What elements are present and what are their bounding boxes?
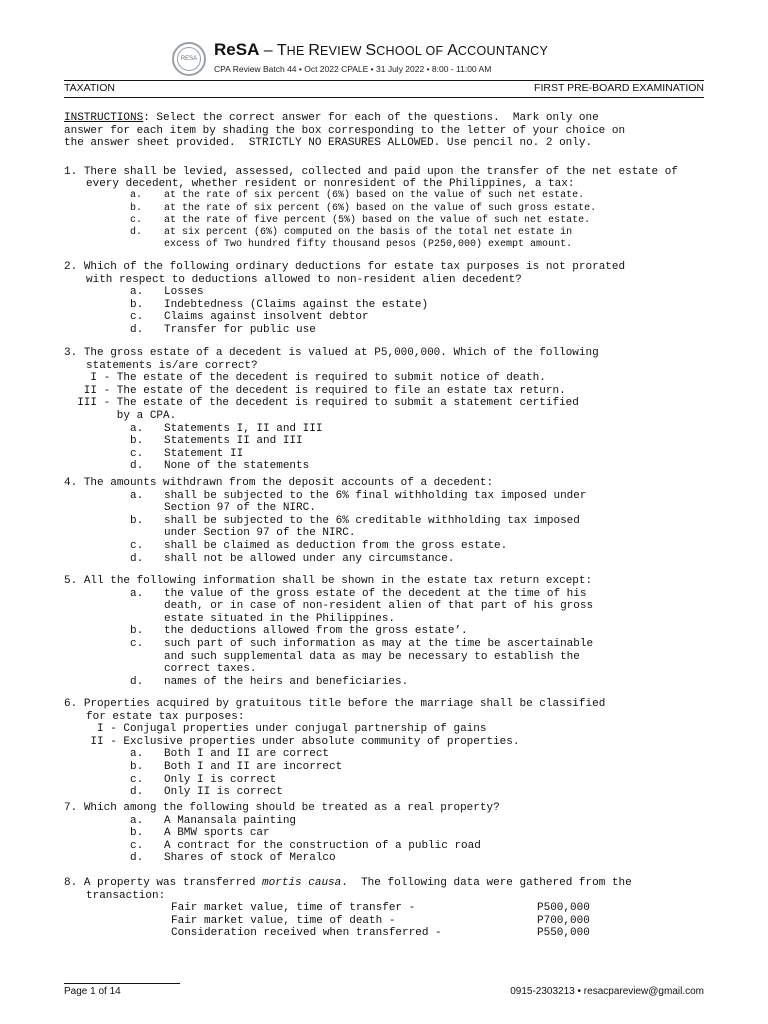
option-text: shall be subjected to the 6% creditable withholding tax imposed	[164, 514, 580, 527]
answer-option-a	[64, 588, 714, 601]
batch-line: CPA Review Batch 44 • Oct 2022 CPALE • 31 July 2022 • 8:00 - 11:00 AM	[214, 64, 492, 74]
school-word-rest: CCOUNTANCY	[457, 44, 549, 58]
data-table-row	[64, 902, 714, 915]
option-text: the deductions allowed from the gross estate’.	[164, 625, 468, 638]
subject-bar	[64, 80, 704, 98]
stem-text: statements is/are correct?	[86, 359, 258, 372]
answer-option-b	[64, 761, 714, 774]
option-text: Transfer for public use	[164, 323, 316, 336]
school-word-initial: A	[447, 42, 458, 59]
school-word-initial: T	[276, 42, 287, 59]
brand-name: ReSA	[214, 40, 260, 59]
question-5	[64, 575, 714, 688]
question-3	[64, 347, 714, 473]
question-1	[64, 166, 714, 251]
statement-item: by a CPA.	[64, 409, 177, 422]
statement-item: II - The estate of the decedent is required to file an estate tax return.	[64, 384, 566, 397]
stem-text: for estate tax purposes:	[86, 710, 245, 723]
option-letter: c.	[130, 539, 144, 552]
data-label: Fair market value, time of transfer -	[171, 902, 416, 915]
instructions-line: answer for each item by shading the box corresponding to the letter of your choice on	[64, 124, 626, 137]
question-number: 4.	[64, 477, 78, 489]
option-letter: a.	[130, 286, 144, 299]
subject-label: TAXATION	[64, 82, 115, 94]
option-letter: b.	[130, 760, 144, 773]
option-letter: d.	[130, 852, 144, 865]
footer-rule	[64, 983, 180, 984]
question-number: 1.	[64, 166, 78, 178]
option-letter: c.	[130, 839, 144, 852]
resa-logo-seal	[177, 47, 201, 71]
option-text: None of the statements	[164, 460, 310, 473]
instructions-line: : Select the correct answer for each of the questions. Mark only one	[143, 112, 599, 124]
data-table-row	[64, 927, 714, 940]
stem-text: Which of the following ordinary deductions for estate tax purposes is not prorated	[83, 261, 626, 273]
stem-text: with respect to deductions allowed to non-resident alien decedent?	[86, 273, 522, 286]
stem-text: All the following information shall be shown in the estate tax return except:	[83, 575, 593, 587]
option-letter: a.	[130, 422, 144, 435]
answer-option-a	[64, 748, 714, 761]
brand-dash: –	[259, 42, 277, 59]
question-stem	[64, 575, 714, 588]
statement-item: III - The estate of the decedent is required to submit a statement certified	[64, 397, 579, 410]
option-letter: a.	[130, 190, 143, 202]
option-letter: d.	[130, 786, 144, 799]
answer-option-d	[64, 460, 714, 473]
stem-text: every decedent, whether resident or nonresident of the Philippines, a tax:	[86, 178, 575, 191]
page-number: Page 1 of 14	[64, 986, 121, 997]
option-letter: d.	[130, 460, 144, 473]
question-stem	[64, 698, 714, 711]
option-text: names of the heirs and beneficiaries.	[164, 675, 409, 688]
page-header	[64, 40, 704, 80]
option-text: death, or in case of non-resident alien of that part of his gross	[164, 600, 594, 613]
statement-item: I - The estate of the decedent is required to submit notice of death.	[64, 372, 546, 385]
answer-option-a	[64, 423, 714, 436]
exam-label: FIRST PRE-BOARD EXAMINATION	[534, 82, 704, 94]
data-value: P550,000	[537, 927, 590, 940]
option-text: shall not be allowed under any circumstance.	[164, 552, 455, 565]
answer-option-a	[64, 190, 714, 202]
instructions-label: INSTRUCTIONS	[64, 112, 144, 124]
school-name	[214, 40, 548, 60]
option-text: at the rate of six percent (6%) based on the value of such gross estate.	[164, 202, 597, 214]
answer-option-d	[64, 553, 714, 566]
option-letter: d.	[130, 323, 144, 336]
answer-option-d	[64, 324, 714, 337]
data-label: Consideration received when transferred -	[171, 927, 442, 940]
answer-option-c	[64, 774, 714, 787]
question-8	[64, 877, 714, 940]
answer-option-a	[64, 815, 714, 828]
school-word-rest: CHOOL OF	[376, 44, 448, 58]
option-text: at the rate of six percent (6%) based on the value of such net estate.	[164, 190, 585, 202]
answer-option-c	[64, 448, 714, 461]
answer-option-d	[64, 676, 714, 689]
answer-option-b	[64, 299, 714, 312]
question-number: 7.	[64, 802, 78, 814]
option-text: A contract for the construction of a public road	[164, 839, 481, 852]
stem-text: The amounts withdrawn from the deposit accounts of a decedent:	[83, 477, 494, 489]
school-word-initial: R	[308, 42, 320, 59]
option-letter: b.	[130, 202, 143, 214]
answer-option-c	[64, 311, 714, 324]
option-letter: a.	[130, 489, 144, 502]
option-letter: b.	[130, 435, 144, 448]
question-stem	[64, 877, 714, 890]
stem-text: A property was transferred	[83, 877, 263, 889]
answer-option-c	[64, 215, 714, 227]
logo-text: RESA	[180, 56, 198, 62]
option-letter: a.	[130, 814, 144, 827]
stem-text: . The following data were gathered from the	[341, 877, 632, 889]
data-value: P500,000	[537, 902, 590, 915]
answer-option-c	[64, 840, 714, 853]
option-letter: c.	[130, 214, 143, 226]
statement-item: I - Conjugal properties under conjugal partnership of gains	[64, 723, 487, 736]
question-number: 8.	[64, 877, 78, 889]
option-letter: c.	[130, 311, 144, 324]
answer-option-d	[64, 852, 714, 865]
question-stem	[64, 166, 714, 178]
instructions	[64, 112, 714, 150]
option-letter: c.	[130, 447, 144, 460]
stem-text: The gross estate of a decedent is valued at P5,000,000. Which of the following	[83, 347, 599, 359]
stem-italic-term: mortis causa	[262, 877, 342, 889]
answer-option-b	[64, 203, 714, 215]
option-letter: a.	[130, 587, 144, 600]
option-letter: d.	[130, 227, 143, 239]
school-word-rest: HE	[286, 44, 309, 58]
option-text: such part of such information as may at the time be ascertainable	[164, 637, 594, 650]
option-text: at the rate of five percent (5%) based on the value of such net estate.	[164, 214, 591, 226]
question-6	[64, 698, 714, 799]
option-text: under Section 97 of the NIRC.	[164, 527, 356, 540]
option-text: Both I and II are correct	[164, 748, 330, 761]
resa-logo	[172, 42, 206, 76]
option-letter: b.	[130, 625, 144, 638]
question-4	[64, 477, 714, 565]
answer-option-c	[64, 540, 714, 553]
school-word-rest: EVIEW	[319, 44, 366, 58]
answer-option-b	[64, 515, 714, 528]
option-text: the value of the gross estate of the decedent at the time of his	[164, 587, 587, 600]
instructions-line: the answer sheet provided. STRICTLY NO ERASURES ALLOWED. Use pencil no. 2 only.	[64, 137, 593, 150]
answer-option-a	[64, 286, 714, 299]
answer-option-b	[64, 625, 714, 638]
statement-item: II - Exclusive properties under absolute community of properties.	[64, 735, 520, 748]
option-text: Statements I, II and III	[164, 422, 323, 435]
question-stem	[64, 347, 714, 360]
question-number: 5.	[64, 575, 78, 587]
data-label: Fair market value, time of death -	[171, 914, 396, 927]
question-7	[64, 802, 714, 865]
contact-info: 0915-2303213 • resacpareview@gmail.com	[510, 986, 704, 997]
answer-option-a	[64, 490, 714, 503]
answer-option-c	[64, 638, 714, 651]
option-text: excess of Two hundred fifty thousand pesos (P250,000) exempt amount.	[164, 239, 573, 251]
option-letter: c.	[130, 637, 144, 650]
option-text: at six percent (6%) computed on the basis of the total net estate in	[164, 227, 573, 239]
option-text: Indebtedness (Claims against the estate)	[164, 298, 429, 311]
answer-option-d	[64, 227, 714, 239]
option-text: Section 97 of the NIRC.	[164, 502, 316, 515]
stem-text: There shall be levied, assessed, collected and paid upon the transfer of the net estate of	[83, 166, 678, 178]
stem-text: transaction:	[86, 889, 166, 902]
option-text: estate situated in the Philippines.	[164, 612, 396, 625]
option-text: and such supplemental data as may be necessary to establish the	[164, 650, 580, 663]
option-text: Statement II	[164, 447, 244, 460]
option-text: Losses	[164, 286, 204, 299]
option-text: Shares of stock of Meralco	[164, 852, 336, 865]
option-text: A BMW sports car	[164, 827, 270, 840]
option-letter: d.	[130, 675, 144, 688]
option-text: Only II is correct	[164, 786, 283, 799]
option-text: correct taxes.	[164, 663, 257, 676]
question-stem	[64, 477, 714, 490]
question-number: 2.	[64, 261, 78, 273]
answer-option-b	[64, 827, 714, 840]
answer-option-b	[64, 435, 714, 448]
option-text: Claims against insolvent debtor	[164, 311, 369, 324]
stem-text: Which among the following should be treated as a real property?	[83, 802, 500, 814]
option-letter: c.	[130, 773, 144, 786]
data-value: P700,000	[537, 914, 590, 927]
answer-option-d	[64, 786, 714, 799]
option-text: A Manansala painting	[164, 814, 297, 827]
option-letter: b.	[130, 514, 144, 527]
option-text: Only I is correct	[164, 773, 277, 786]
option-text: Statements II and III	[164, 435, 303, 448]
question-number: 6.	[64, 698, 78, 710]
option-text: Both I and II are incorrect	[164, 760, 343, 773]
option-letter: a.	[130, 748, 144, 761]
option-text: shall be claimed as deduction from the gross estate.	[164, 539, 508, 552]
question-2	[64, 261, 714, 337]
question-number: 3.	[64, 347, 78, 359]
stem-text: Properties acquired by gratuitous title before the marriage shall be classified	[83, 698, 606, 710]
question-stem	[64, 261, 714, 274]
school-word-initial: S	[365, 42, 377, 59]
data-table-row	[64, 915, 714, 928]
question-stem	[64, 802, 714, 815]
option-letter: b.	[130, 827, 144, 840]
option-letter: b.	[130, 298, 144, 311]
option-text: shall be subjected to the 6% final withholding tax imposed under	[164, 489, 587, 502]
option-letter: d.	[130, 552, 144, 565]
